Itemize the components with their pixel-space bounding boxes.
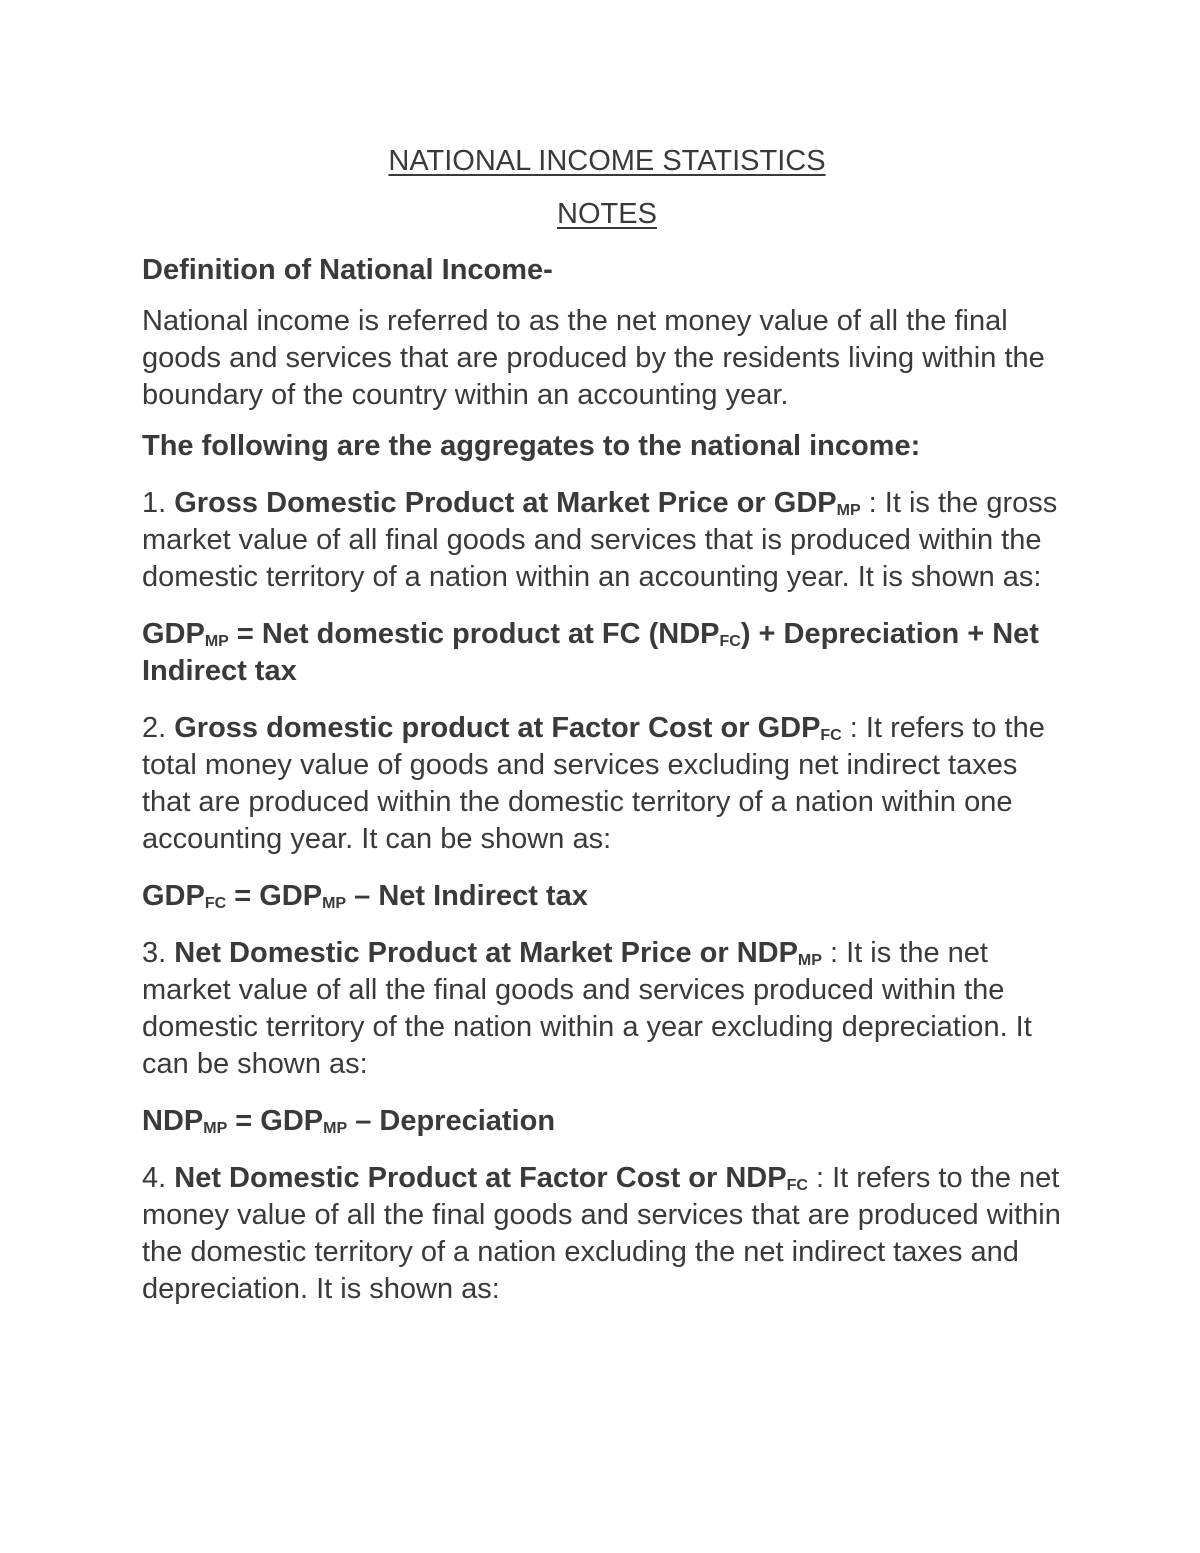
- formula-lhs: NDP: [142, 1105, 204, 1137]
- aggregate-item-3: 3. Net Domestic Product at Market Price or $NDP_{MP}$ : It is the net market value of all the final goods and services produced within the domestic territory of the nation within a year excluding depreciation. It can be shown as:: [142, 937, 1032, 1080]
- definition-text: National income is referred to as the net money value of all the final goods and services that are produced by the residents living within the boundary of the country within an accounting year.: [142, 305, 1045, 411]
- item-term-subscript: FC: [820, 727, 842, 744]
- item-term-text: Net Domestic Product at Market Price or NDP: [174, 937, 798, 969]
- document-page: [142, 140, 1072, 1308]
- item-term-subscript: FC: [786, 1177, 808, 1194]
- formula-lhs-subscript: MP: [203, 1120, 228, 1137]
- definition-heading: Definition of National Income-: [142, 254, 553, 286]
- formula-3: [142, 1103, 1072, 1140]
- aggregate-item-1: 1. Gross Domestic Product at Market Price or $GDP_{MP}$ : It is the gross market value of all final goods and services that is produced within the domestic territory of a nation within an accounting year. It is shown as:: [142, 487, 1058, 593]
- document-title: NATIONAL INCOME STATISTICS: [388, 145, 826, 177]
- item-description: It is the net market value of all the final goods and services produced within the domestic territory of the nation within a year excluding depreciation. It can be shown as:: [142, 937, 1032, 1080]
- formula-lhs-subscript: FC: [204, 895, 227, 912]
- document-subtitle: NOTES: [557, 198, 657, 230]
- formula-part1-subscript: MP: [322, 895, 347, 912]
- item-number: 3.: [142, 937, 167, 969]
- item-term-text: Net Domestic Product at Factor Cost or NDP: [174, 1162, 787, 1194]
- item-term: [174, 1162, 808, 1194]
- formula-part1-subscript: FC: [719, 633, 741, 650]
- item-term-text: Gross Domestic Product at Market Price or GDP: [174, 487, 837, 519]
- item-term-subscript: MP: [797, 952, 822, 969]
- formula-part2: ) + Depreciation + Net Indirect tax: [142, 618, 1039, 687]
- aggregates-heading-text: The following are the aggregates to the national income:: [142, 430, 921, 462]
- item-description: It refers to the net money value of all the final goods and services that are produced within the domestic territory of a nation excluding the net indirect taxes and depreciation. It is shown as:: [142, 1162, 1061, 1305]
- item-number: 2.: [142, 712, 167, 744]
- aggregates-heading: [142, 428, 1072, 465]
- item-term: [174, 487, 860, 519]
- item-number: 1.: [142, 487, 167, 519]
- formula-part1: = Net domestic product at FC (NDP: [236, 618, 720, 650]
- formula-1: [142, 616, 1072, 690]
- item-description: It is the gross market value of all final goods and services that is produced within the domestic territory of a nation within an accounting year. It is shown as:: [142, 487, 1058, 593]
- item-number: 4.: [142, 1162, 167, 1194]
- item-term: [174, 937, 822, 969]
- item-term-subscript: MP: [836, 502, 861, 519]
- formula-2: [142, 878, 1072, 915]
- aggregate-item-4: 4. Net Domestic Product at Factor Cost or $NDP_{FC}$ : It refers to the net money value of all the final goods and services that are produced within the domestic territory of a nation excluding the net indirect taxes and depreciation. It is shown as:: [142, 1162, 1061, 1305]
- item-term-text: Gross domestic product at Factor Cost or GDP: [174, 712, 821, 744]
- formula-part1: = GDP: [235, 1105, 324, 1137]
- formula-part1: = GDP: [234, 880, 323, 912]
- formula-lhs: GDP: [142, 880, 205, 912]
- item-description: It refers to the total money value of goods and services excluding net indirect taxes that are produced within the domestic territory of a nation within one accounting year. It can be shown as:: [142, 712, 1045, 855]
- aggregate-item-2: 2. Gross domestic product at Factor Cost or $GDP_{FC}$ : It refers to the total money value of goods and services excluding net indirect taxes that are produced within the domestic territory of a nation within one accounting year. It can be shown as:: [142, 712, 1045, 855]
- formula-lhs-subscript: MP: [204, 633, 229, 650]
- formula-lhs: GDP: [142, 618, 205, 650]
- formula-part2: – Depreciation: [355, 1105, 556, 1137]
- formula-part1-subscript: MP: [323, 1120, 348, 1137]
- formula-part2: – Net Indirect tax: [354, 880, 588, 912]
- item-term: [174, 712, 841, 744]
